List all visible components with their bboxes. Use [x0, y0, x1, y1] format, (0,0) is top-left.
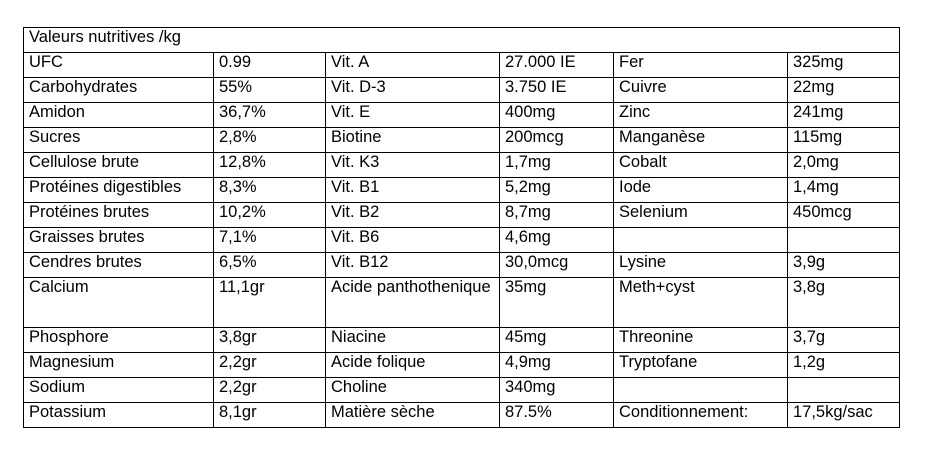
nutrient-name-cell: UFC: [24, 53, 214, 78]
nutrient-name-cell: Calcium: [24, 278, 214, 328]
vitamin-name-cell: Choline: [326, 378, 500, 403]
nutrient-name-cell: Cellulose brute: [24, 153, 214, 178]
vitamin-name-cell: Vit. D-3: [326, 78, 500, 103]
mineral-value-cell: 325mg: [788, 53, 900, 78]
table-row: [24, 253, 900, 278]
mineral-name-cell: Meth+cyst: [614, 278, 788, 328]
table-row: [24, 103, 900, 128]
vitamin-name-cell: Acide panthothenique: [326, 278, 500, 328]
nutrient-value-cell: 2,2gr: [214, 378, 326, 403]
mineral-value-cell: [788, 228, 900, 253]
nutrient-name-cell: Graisses brutes: [24, 228, 214, 253]
nutrient-name-cell: Sucres: [24, 128, 214, 153]
table-title-row: [24, 28, 900, 53]
mineral-value-cell: 3,9g: [788, 253, 900, 278]
vitamin-value-cell: 8,7mg: [500, 203, 614, 228]
vitamin-value-cell: 3.750 IE: [500, 78, 614, 103]
table-row: [24, 153, 900, 178]
vitamin-name-cell: Vit. A: [326, 53, 500, 78]
vitamin-name-cell: Vit. B2: [326, 203, 500, 228]
nutrient-value-cell: 7,1%: [214, 228, 326, 253]
nutrient-name-cell: Protéines brutes: [24, 203, 214, 228]
vitamin-name-cell: Vit. K3: [326, 153, 500, 178]
vitamin-value-cell: 340mg: [500, 378, 614, 403]
table-row: [24, 228, 900, 253]
table-row: [24, 328, 900, 353]
nutrient-value-cell: 3,8gr: [214, 328, 326, 353]
vitamin-value-cell: 200mcg: [500, 128, 614, 153]
nutrient-value-cell: 0.99: [214, 53, 326, 78]
table-row: [24, 203, 900, 228]
nutrient-name-cell: Protéines digestibles: [24, 178, 214, 203]
table-row: [24, 403, 900, 428]
mineral-value-cell: 3,7g: [788, 328, 900, 353]
nutrient-value-cell: 6,5%: [214, 253, 326, 278]
nutrient-value-cell: 8,1gr: [214, 403, 326, 428]
nutrient-name-cell: Cendres brutes: [24, 253, 214, 278]
vitamin-name-cell: Biotine: [326, 128, 500, 153]
mineral-value-cell: 241mg: [788, 103, 900, 128]
vitamin-value-cell: 4,6mg: [500, 228, 614, 253]
nutrient-value-cell: 55%: [214, 78, 326, 103]
mineral-name-cell: [614, 228, 788, 253]
mineral-value-cell: 1,4mg: [788, 178, 900, 203]
mineral-value-cell: 450mcg: [788, 203, 900, 228]
nutrient-name-cell: Magnesium: [24, 353, 214, 378]
nutrient-value-cell: 12,8%: [214, 153, 326, 178]
mineral-value-cell: 115mg: [788, 128, 900, 153]
mineral-value-cell: [788, 378, 900, 403]
nutrient-name-cell: Amidon: [24, 103, 214, 128]
mineral-name-cell: Manganèse: [614, 128, 788, 153]
mineral-name-cell: Iode: [614, 178, 788, 203]
mineral-name-cell: Threonine: [614, 328, 788, 353]
mineral-name-cell: [614, 378, 788, 403]
table-row: [24, 353, 900, 378]
mineral-value-cell: 3,8g: [788, 278, 900, 328]
nutrient-name-cell: Phosphore: [24, 328, 214, 353]
mineral-name-cell: Lysine: [614, 253, 788, 278]
table-row: [24, 78, 900, 103]
vitamin-value-cell: 4,9mg: [500, 353, 614, 378]
mineral-name-cell: Tryptofane: [614, 353, 788, 378]
table-row: [24, 378, 900, 403]
vitamin-name-cell: Vit. B1: [326, 178, 500, 203]
mineral-name-cell: Conditionnement:: [614, 403, 788, 428]
vitamin-name-cell: Acide folique: [326, 353, 500, 378]
nutrition-table-container: [23, 27, 900, 428]
vitamin-value-cell: 5,2mg: [500, 178, 614, 203]
vitamin-name-cell: Vit. B12: [326, 253, 500, 278]
vitamin-name-cell: Vit. B6: [326, 228, 500, 253]
vitamin-name-cell: Matière sèche: [326, 403, 500, 428]
mineral-value-cell: 2,0mg: [788, 153, 900, 178]
nutrient-name-cell: Carbohydrates: [24, 78, 214, 103]
table-row: [24, 128, 900, 153]
nutrient-value-cell: 2,2gr: [214, 353, 326, 378]
mineral-name-cell: Cuivre: [614, 78, 788, 103]
vitamin-value-cell: 35mg: [500, 278, 614, 328]
nutrient-value-cell: 11,1gr: [214, 278, 326, 328]
mineral-value-cell: 1,2g: [788, 353, 900, 378]
vitamin-value-cell: 30,0mcg: [500, 253, 614, 278]
nutrient-value-cell: 10,2%: [214, 203, 326, 228]
mineral-name-cell: Fer: [614, 53, 788, 78]
table-row: [24, 278, 900, 328]
vitamin-name-cell: Vit. E: [326, 103, 500, 128]
nutrient-name-cell: Potassium: [24, 403, 214, 428]
table-row: [24, 53, 900, 78]
mineral-name-cell: Selenium: [614, 203, 788, 228]
mineral-name-cell: Zinc: [614, 103, 788, 128]
vitamin-value-cell: 87.5%: [500, 403, 614, 428]
nutrient-value-cell: 8,3%: [214, 178, 326, 203]
table-title: Valeurs nutritives /kg: [24, 28, 900, 53]
mineral-name-cell: Cobalt: [614, 153, 788, 178]
table-row: [24, 178, 900, 203]
mineral-value-cell: 22mg: [788, 78, 900, 103]
vitamin-name-cell: Niacine: [326, 328, 500, 353]
nutrient-value-cell: 36,7%: [214, 103, 326, 128]
nutrient-name-cell: Sodium: [24, 378, 214, 403]
vitamin-value-cell: 27.000 IE: [500, 53, 614, 78]
nutrition-table: [23, 27, 900, 428]
nutrient-value-cell: 2,8%: [214, 128, 326, 153]
vitamin-value-cell: 400mg: [500, 103, 614, 128]
vitamin-value-cell: 45mg: [500, 328, 614, 353]
mineral-value-cell: 17,5kg/sac: [788, 403, 900, 428]
vitamin-value-cell: 1,7mg: [500, 153, 614, 178]
